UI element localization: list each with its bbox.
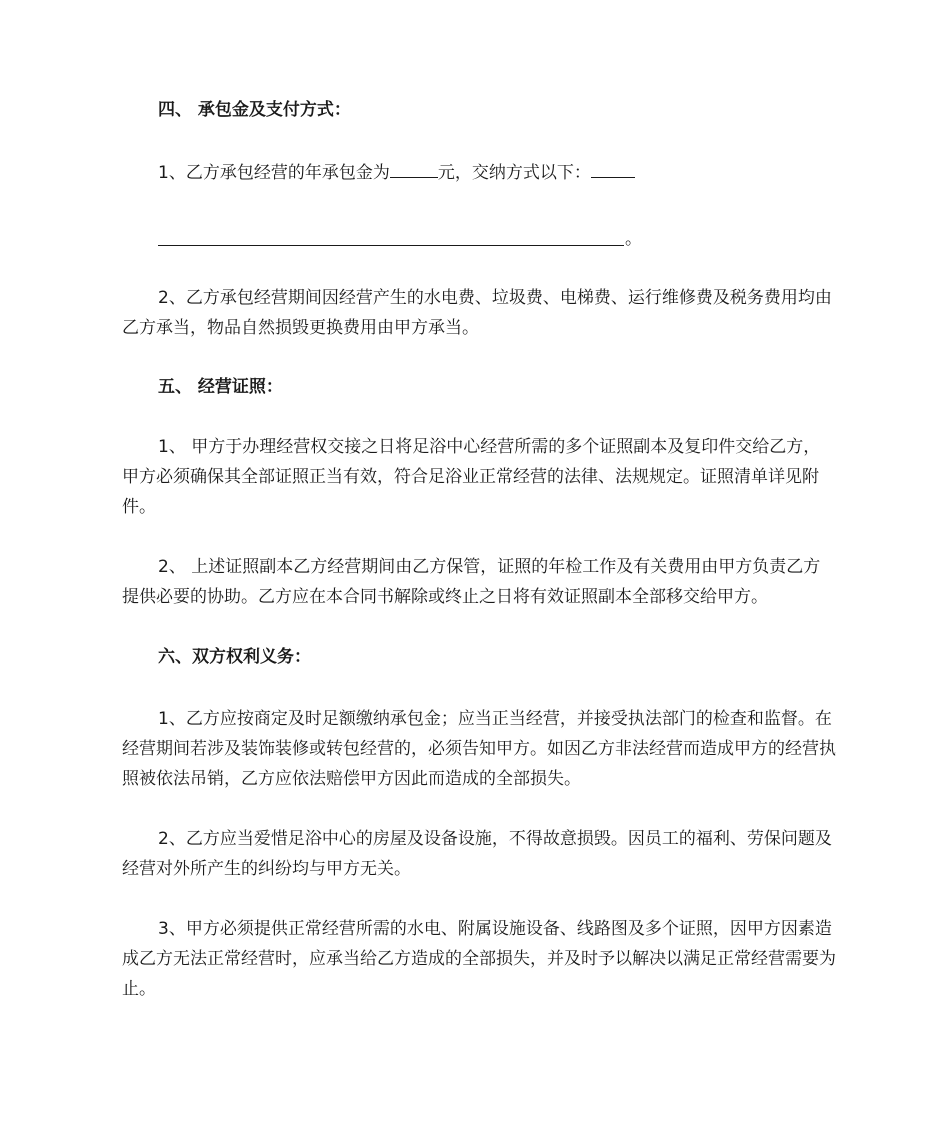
payment-method-blank <box>591 157 635 178</box>
payment-method-continuation <box>158 224 642 254</box>
section-6-item-2: 2、乙方应当爱惜足浴中心的房屋及设备设施，不得故意损毁。因员工的福利、劳保问题及经营对外所产生的纠纷均与甲方无关。 <box>122 829 832 879</box>
blank-underline <box>158 245 624 246</box>
section-6-heading: 六、双方权利义务： <box>158 647 311 667</box>
section-5-item-2: 2、 上述证照副本乙方经营期间由乙方保管，证照的年检工作及有关费用由甲方负责乙方提供必要的协助。乙方应在本合同书解除或终止之日将有效证照副本全部移交给甲方。 <box>122 557 821 607</box>
section-5-item-1: 1、 甲方于办理经营权交接之日将足浴中心经营所需的多个证照副本及复印件交给乙方，甲方必须确保其全部证照正当有效，符合足浴业正常经营的法律、法规规定。证照清单详见附件。 <box>122 437 821 517</box>
item-1-prefix: 1、乙方承包经营的年承包金为 <box>158 163 390 183</box>
section-6-item-3: 3、甲方必须提供正常经营所需的水电、附属设施设备、线路图及多个证照，因甲方因素造成乙方无法正常经营时，应承当给乙方造成的全部损失，并及时予以解决以满足正常经营需要为止。 <box>122 919 836 999</box>
section-6-item-1: 1、乙方应按商定及时足额缴纳承包金；应当正当经营，并接受执法部门的检查和监督。在经营期间若涉及装饰装修或转包经营的，必须告知甲方。如因乙方非法经营而造成甲方的经营执照被依法吊销，乙方应依法赔偿甲方因此而造成的全部损失。 <box>122 709 836 789</box>
item-1-middle: 元，交纳方式以下： <box>437 163 591 183</box>
section-4-item-1 <box>122 157 836 188</box>
amount-blank <box>390 157 438 178</box>
section-4-heading: 四、 承包金及支付方式： <box>158 100 351 120</box>
section-4-item-2: 2、乙方承包经营期间因经营产生的水电费、垃圾费、电梯费、运行维修费及税务费用均由乙方承当，物品自然损毁更换费用由甲方承当。 <box>122 288 832 338</box>
section-5-heading: 五、 经营证照： <box>158 377 283 397</box>
period-mark: 。 <box>625 229 642 249</box>
